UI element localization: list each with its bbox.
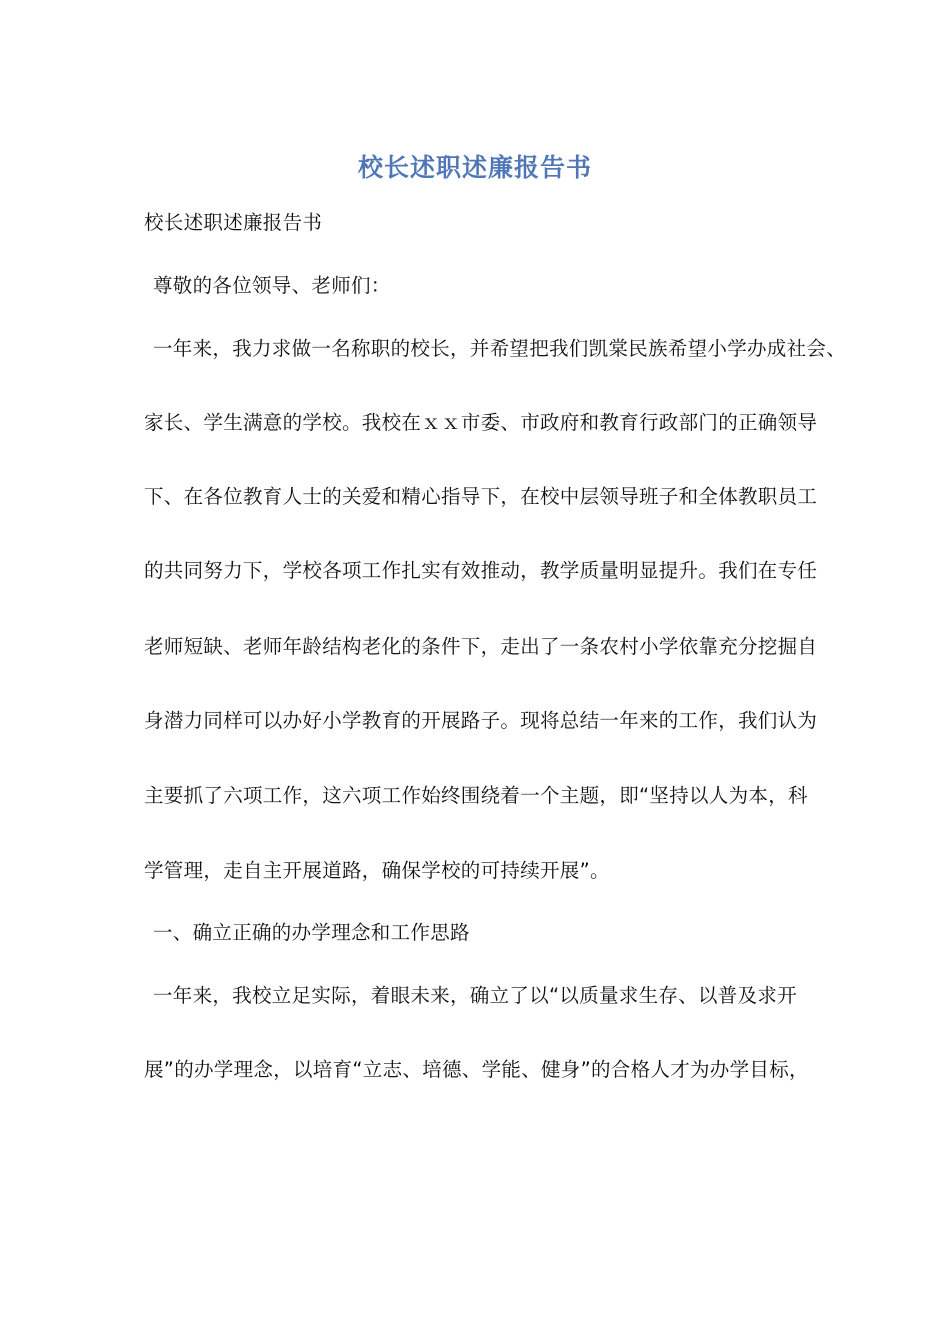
section-heading: 一、确立正确的办学理念和工作思路 — [153, 921, 470, 944]
body-line-salutation: 尊敬的各位领导、老师们： — [153, 274, 391, 297]
body-line: 的共同努力下，学校各项工作扎实有效推动，教学质量明显提升。我们在专任 — [144, 559, 818, 582]
body-line: 一年来，我校立足实际，着眼未来，确立了以“以质量求生存、以普及求开 — [153, 984, 798, 1007]
body-line: 主要抓了六项工作，这六项工作始终围绕着一个主题，即“坚持以人为本，科 — [144, 784, 808, 807]
body-line: 展”的办学理念，以培育“立志、培德、学能、健身”的合格人才为办学目标， — [144, 1058, 809, 1081]
body-line: 老师短缺、老师年龄结构老化的条件下，走出了一条农村小学依靠充分挖掘自 — [144, 635, 818, 658]
document-title: 校长述职述廉报告书 — [357, 153, 592, 182]
body-line: 身潜力同样可以办好小学教育的开展路子。现将总结一年来的工作，我们认为 — [144, 709, 818, 732]
body-line: 一年来，我力求做一名称职的校长，并希望把我们凯棠民族希望小学办成社会、 — [153, 337, 847, 360]
body-line: 学管理，走自主开展道路，确保学校的可持续开展”。 — [144, 859, 610, 882]
body-line-subtitle: 校长述职述廉报告书 — [144, 211, 323, 234]
body-line: 家长、学生满意的学校。我校在ｘｘ市委、市政府和教育行政部门的正确领导 — [144, 411, 818, 434]
body-line: 下、在各位教育人士的关爱和精心指导下，在校中层领导班子和全体教职员工 — [144, 485, 818, 508]
